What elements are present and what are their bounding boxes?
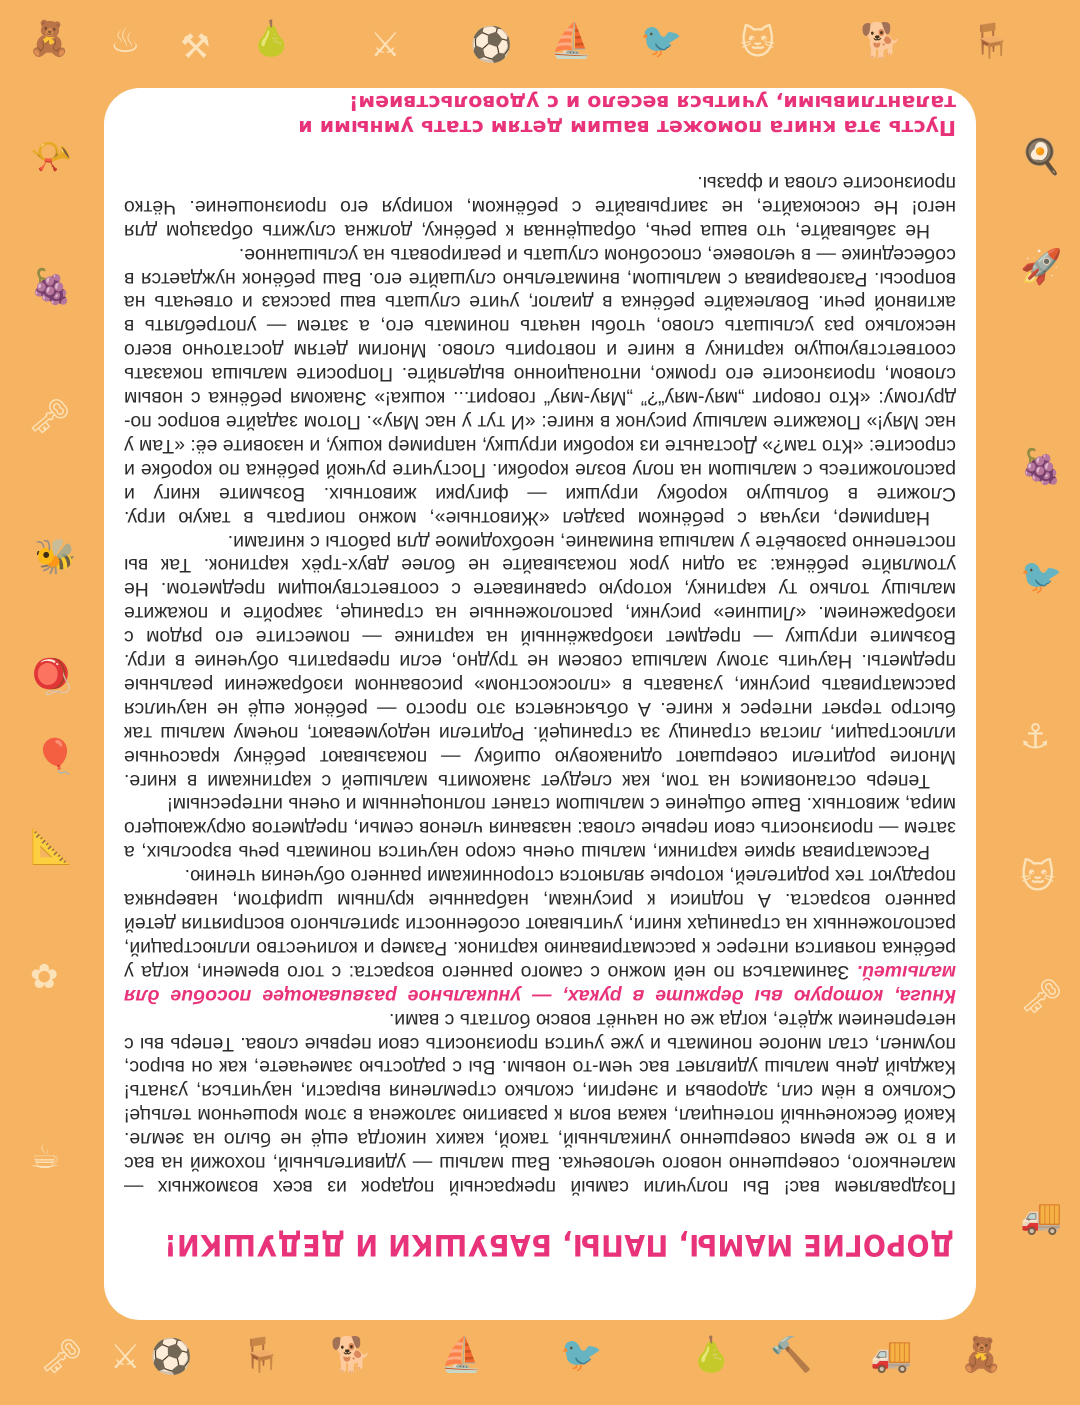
sword-icon: ⚔ <box>370 25 401 65</box>
pear-icon: 🍐 <box>250 19 293 59</box>
ball-icon: ⚽ <box>150 1337 193 1377</box>
paragraph-intro: Поздравляем вас! Вы получили самый прекрасный подарок из всех возможных — маленького, совершенно нового человечка. Ваш малыш — удивительный, похожий на вас и в то же время совершенно уникальный, такой, каких никогда ещё не было на земле. Какой бесконечный потенциал, какая воля к развитию заложена в этом крошечном тельце! Сколько в нём сил, здоровья и энергии, сколько стремления вырасти, научиться, узнать! Каждый день малыш удивляет вас чем-то новым. Вы с радостью замечаете, как он вырос, поумнел, стал многое понимать и уже учится произносить свои первые слова. Теперь вы с нетерпением ждёте, когда же он начнёт вовсю болтать с вами. <box>124 1008 956 1198</box>
horn-icon: 📯 <box>30 137 73 177</box>
pear-icon: 🍐 <box>690 1335 733 1375</box>
page-title: ДОРОГИЕ МАМЫ, ПАПЫ, БАБУШКИ И ДЕДУШКИ! <box>163 1228 954 1262</box>
grapes-icon: 🍇 <box>30 267 73 307</box>
teddy-bear-icon: 🧸 <box>960 1335 1003 1375</box>
truck-icon: 🚚 <box>870 1335 913 1375</box>
flower-icon: ✿ <box>30 957 59 997</box>
rattle-icon: 🪀 <box>30 657 73 697</box>
ball-icon: ⚽ <box>470 25 513 65</box>
cat-icon: 🐱 <box>740 23 776 63</box>
key-icon: 🗝 <box>28 397 72 437</box>
paragraph-example: Например, изучая с ребёнком раздел «Животные», можно поиграть в такую игру. Сложите в большую коробку игрушки — фигурки животных. Возьмите книгу и расположитесь с малышом на полу возле коробки. Постучите ручкой ребёнка по коробке и спросите: «Кто там?» Достаньте из коробки игрушку, например кошку, и назовите её: «Там у нас Мяу!» Покажите малышу рисунок в книге: «И тут у нас Мяу». Потом задайте вопрос по-другому: «Кто говорит „мяу-мяу“?” „Мяу-мяу“ говорит... кошка!» Знакомя ребёнка с новым словом, произносите его громко, интонационно выделяйте. Попросите малыша показать соответствующую картинку в книге и повторить слово. Многим детям достаточно всего несколько раз услышать слово, чтобы начать понимать его, а затем — употреблять в активной речи. Вовлекайте ребёнка в диалог, учите слушать ваш рассказ и отвечать на вопросы. Разговаривая с малышом, внимательно слушайте его. Ваш ребёнок нуждается в собеседнике — в человеке, способном слушать и реагировать на услышанное. <box>124 243 956 529</box>
paragraph-book <box>124 863 956 1006</box>
cup-icon: ☕ <box>30 1137 61 1177</box>
hammer-icon: 🔨 <box>770 1335 813 1375</box>
dog-icon: 🐕 <box>860 21 903 61</box>
paragraph-how-to: Теперь остановимся на том, как следует знакомить малышей с картинками в книге. Многие родители совершают одинаковую ошибку — показывают ребёнку красочные иллюстрации, листая страницу за страницей. Родители недоумевают, почему малыш так быстро теряет интерес к книге. А объясняется это просто — ребёнок ещё не научился рассматривать рисунки, узнавать в «плоскостном» рисованном изображении реальные предметы. Научить этому малыша совсем не трудно, если превратить обучение в игру. Возьмите игрушку — предмет изображённый на картинке — поместите его рядом с изображением. «Лишние» рисунки, расположенные на странице, закройте и покажите малышу только ту картинку, которую сравниваете с соответствующим предметом. Не утомляйте ребёнка: за один урок показывайте не более двух-трёх картинок. Так вы постепенно разовьёте у малыша внимание, необходимое для работы с книгами. <box>124 530 956 792</box>
ship-icon: ⚓ <box>1020 717 1051 757</box>
key-icon: 🗝 <box>40 1337 84 1377</box>
paragraph-speech: Не забывайте, что ваша речь, обращённая к ребёнку, должна служить образцом для него! Не сюсюкайте, не заигрывайте с ребёнком, копируя его произношение. Чётко произносите слова и фразы. <box>124 171 956 242</box>
boat-icon: ⛵ <box>550 21 593 61</box>
shovel-icon: ⚒ <box>180 27 211 67</box>
teddy-bear-icon: 🧸 <box>28 19 71 59</box>
key-icon: 🗝 <box>1020 977 1064 1017</box>
bird-icon: 🐦 <box>640 21 683 61</box>
bird-icon: 🐦 <box>1020 557 1063 597</box>
bowl-icon: ♨ <box>110 21 141 61</box>
chair-icon: 🪑 <box>970 21 1013 61</box>
pan-icon: 🍳 <box>1020 137 1063 177</box>
bee-icon: 🐝 <box>34 537 77 577</box>
text-card <box>104 88 976 1320</box>
compass-icon: 📐 <box>30 827 73 867</box>
balloon-icon: 🎈 <box>34 737 77 777</box>
sword-icon: ⚔ <box>110 1337 141 1377</box>
bird-icon: 🐦 <box>560 1335 603 1375</box>
rocket-icon: 🚀 <box>1020 247 1063 287</box>
paragraph-pictures: Рассматривая яркие картинки, малыш очень скоро научится понимать речь взрослых, а затем — произносить свои первые слова: названия членов семьи, предметов окружающего мира, животных. Ваше общение с малышом станет полноценным и очень интересным! <box>124 793 956 864</box>
grapes-icon: 🍇 <box>1020 447 1063 487</box>
closing-text: Пусть эта книга поможет вашим детям стать умными и талантливыми, учиться весело и с удовольствием! <box>298 91 956 141</box>
paragraph-book-rest: Заниматься по ней можно с самого раннего возраста: с того времени, когда у ребёнка появится интерес к рассматриванию картинок. Размер и количество иллюстраций, расположенных на страницах книги, учитывают особенности зрительного восприятия детей раннего возраста. А подписи к рисункам, набранные крупным шрифтом, наверняка порадуют тех родителей, которые являются сторонниками раннего обучения чтению. <box>124 865 956 983</box>
chair-icon: 🪑 <box>240 1335 283 1375</box>
truck-icon: 🚚 <box>1020 1197 1063 1237</box>
highlight-text: Книга, которую вы держите в руках, — уникальное развивающее пособие для малышей. <box>124 960 956 1007</box>
dog-icon: 🐕 <box>330 1335 373 1375</box>
boat-icon: ⛵ <box>440 1335 483 1375</box>
cat-icon: 🐱 <box>1020 857 1056 897</box>
body-text <box>124 170 956 1198</box>
